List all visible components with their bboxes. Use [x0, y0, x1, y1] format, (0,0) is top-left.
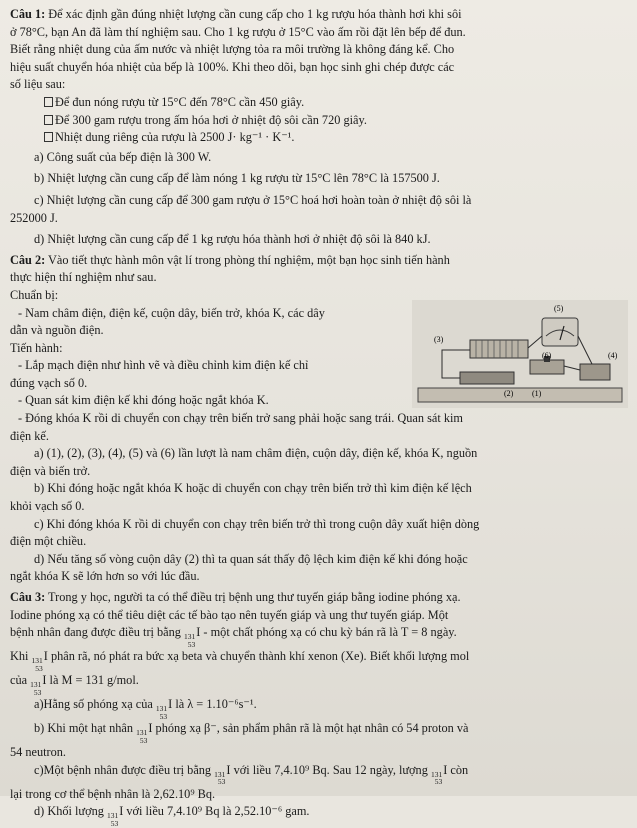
q3-option-d-post: I với liều 7,4.10⁹ Bq là 2,52.10⁻⁶ gam.	[119, 804, 310, 819]
q3-intro-line4-a: Khi	[10, 649, 32, 664]
q2-option-a: a) (1), (2), (3), (4), (5) và (6) lần lượt là nam châm điện, cuộn dây, điện kế, khóa K, nguồn	[34, 446, 478, 461]
iodine-isotope: 131 53	[155, 704, 168, 721]
q1-option-c: c) Nhiệt lượng cần cung cấp để 300 gam rượu ở 15°C hoá hơi hoàn toàn ở nhiệt độ sôi là	[34, 192, 472, 207]
electromagnet	[460, 372, 514, 384]
q1-data-3	[10, 129, 627, 147]
q3-intro-line3-b: I - một chất phóng xạ có chu kỳ bán rã là T = 8 ngày.	[196, 625, 457, 640]
q2-option-c: c) Khi đóng khóa K rồi di chuyển con chạy trên biến trở thì trong cuộn dây xuất hiện dòng	[34, 516, 480, 531]
iodine-isotope: 131 53	[430, 769, 443, 787]
q1-intro-text: Để xác định gần đúng nhiệt lượng cần cung cấp cho 1 kg rượu hóa thành hơi khi sôi	[45, 7, 462, 21]
q3-option-b	[10, 720, 627, 744]
iodine-isotope: 131 53	[106, 811, 119, 828]
q2-option-b: b) Khi đóng hoặc ngắt khóa K hoặc di chuyển con chạy trên biến trở thì kim điện kế lệch	[34, 481, 472, 496]
q1-option-c-cont: 252000 J.	[10, 210, 58, 225]
label-1: (1)	[532, 389, 542, 398]
coil	[470, 340, 528, 358]
q1-intro-line5: số liệu sau:	[10, 77, 66, 92]
q3-intro-line1	[10, 589, 627, 607]
q2-step2: - Quan sát kim điện kế khi đóng hoặc ngắt khóa K.	[18, 393, 269, 408]
checkbox-icon	[44, 115, 53, 125]
q1-intro-line1	[10, 6, 627, 24]
q3-option-d	[10, 803, 627, 827]
q2-prep-title: Chuẩn bị:	[10, 287, 59, 302]
power-source	[580, 364, 610, 380]
q3-option-c-end: I còn	[443, 762, 469, 777]
q3-option-a-post: I là λ = 1.10⁻⁶s⁻¹.	[168, 697, 257, 712]
q2-option-d: d) Nếu tăng số vòng cuộn dây (2) thì ta quan sát thấy độ lệch kim điện kế khi đóng hoặc	[34, 551, 468, 566]
label-5: (5)	[554, 304, 564, 313]
board-base	[418, 388, 622, 402]
q2-option-b-cont: khỏi vạch số 0.	[10, 499, 85, 514]
q2-intro-line1	[10, 252, 627, 270]
label-4: (4)	[608, 351, 618, 360]
q2-option-d-cont: ngắt khóa K sẽ lớn hơn so với lúc đầu.	[10, 569, 200, 584]
q2-intro-line2: thực hiện thí nghiệm như sau.	[10, 270, 157, 285]
rheostat	[530, 360, 564, 374]
q2-intro-text: Vào tiết thực hành môn vật lí trong phòng thí nghiệm, một bạn học sinh tiến hành	[45, 252, 450, 267]
iodine-isotope: 131 53	[31, 656, 43, 673]
q3-intro-text: Trong y học, người ta có thể điều trị bệnh ung thư tuyến giáp bằng iodine phóng xạ.	[45, 590, 461, 604]
label-2: (2)	[504, 389, 514, 398]
q2-option-a-cont: điện và biến trở.	[10, 463, 91, 478]
q1-intro-line3: Biết rằng nhiệt dung của ấm nước và nhiệt lượng tỏa ra môi trường là không đáng kể. Cho	[10, 42, 455, 57]
q2-prep-line1: - Nam châm điện, điện kế, cuộn dây, biến trở, khóa K, các dây	[18, 305, 325, 320]
q1-intro-line4: hiệu suất chuyển hóa nhiệt của bếp là 100%. Khi theo dõi, bạn học sinh ghi chép được các	[10, 59, 455, 74]
q3-option-c-cont: lại trong cơ thể bệnh nhân là 2,62.10⁹ Bq.	[10, 786, 216, 801]
q3-heading: Câu 3:	[10, 590, 46, 604]
q3-option-c-post: I với liều 7,4.10⁹ Bq. Sau 12 ngày, lượng	[226, 762, 431, 777]
q2-step1: - Lắp mạch điện như hình vẽ và điều chỉnh kim điện kế chỉ	[18, 358, 309, 373]
galvanometer-body	[542, 318, 578, 346]
q3-option-b-cont: 54 neutron.	[10, 745, 67, 760]
q2-prep-line2: dẫn và nguồn điện.	[10, 323, 104, 338]
circuit-diagram	[412, 300, 628, 408]
q1-data-1	[10, 94, 627, 112]
q3-intro-line4-b: I phân rã, nó phát ra bức xạ beta và chuyển thành khí xenon (Xe). Biết khối lượng mol	[43, 649, 470, 664]
q3-intro-line5-b: I là M = 131 g/mol.	[42, 673, 139, 688]
q2-step3: - Đóng khóa K rồi di chuyển con chạy trên biến trở sang phải hoặc sang trái. Quan sát kim	[18, 411, 463, 426]
q1-data-1-text: Để đun nóng rượu từ 15°C đến 78°C cần 450 giây.	[55, 94, 305, 109]
q1-option-a: a) Công suất của bếp điện là 300 W.	[34, 149, 212, 164]
iodine-isotope: 131 53	[214, 769, 226, 787]
q3-intro-line3-a: bệnh nhân đang được điều trị bằng	[10, 625, 185, 640]
iodine-isotope: 131 53	[184, 632, 196, 649]
q1-option-d: d) Nhiệt lượng cần cung cấp để 1 kg rượu hóa thành hơi ở nhiệt độ sôi là 840 kJ.	[34, 232, 431, 247]
q2-step3-cont: điện kế.	[10, 428, 49, 443]
q3-option-b-post: I phóng xạ β⁻, sản phẩm phân rã là một hạt nhân có 54 proton và	[148, 721, 469, 736]
q3-intro-line5	[10, 672, 627, 696]
q3-intro-line3	[10, 624, 627, 648]
q1-heading: Câu 1:	[10, 7, 46, 21]
q1-data-2	[10, 112, 627, 130]
q1-data-3-text: Nhiệt dung riêng của rượu là 2500 J· kg⁻¹ · K⁻¹.	[55, 130, 295, 145]
q2-steps-title: Tiến hành:	[10, 340, 63, 355]
q3-intro-line5-a: của	[10, 673, 31, 688]
q3-option-c-pre: c)Một bệnh nhân được điều trị bằng	[34, 762, 215, 777]
iodine-isotope: 131 53	[136, 728, 148, 745]
q2-option-c-cont: điện một chiều.	[10, 534, 87, 549]
label-3: (3)	[434, 335, 444, 344]
checkbox-icon	[44, 97, 53, 107]
checkbox-icon	[44, 132, 53, 142]
q3-option-c	[10, 762, 627, 786]
q1-data-2-text: Để 300 gam rượu trong ấm hóa hơi ở nhiệt độ sôi cần 720 giây.	[55, 112, 367, 127]
q3-option-a	[10, 696, 627, 720]
q3-option-a-pre: a)Hằng số phóng xạ của	[34, 697, 156, 712]
q3-intro-line4	[10, 648, 627, 672]
iodine-isotope: 131 53	[30, 680, 42, 697]
question-1	[10, 6, 627, 249]
circuit-figure	[412, 300, 628, 408]
q2-heading: Câu 2:	[10, 252, 46, 267]
q3-option-d-pre: d) Khối lượng	[34, 804, 107, 819]
q1-option-b: b) Nhiệt lượng cần cung cấp để làm nóng 1 kg rượu từ 15°C lên 78°C là 157500 J.	[34, 171, 440, 186]
question-3	[10, 589, 627, 827]
q3-option-b-pre: b) Khi một hạt nhân	[34, 721, 137, 736]
q1-intro-line2: ở 78°C, bạn An đã làm thí nghiệm sau. Cho 1 kg rượu ở 15°C vào ấm rồi đặt lên bếp để đun.	[10, 24, 466, 39]
label-6: (6)	[542, 351, 552, 360]
q3-intro-line2: Iodine phóng xạ có thể tiêu diệt các tế bào tạo nên tuyến giáp và ung thư tuyến giáp. Một	[10, 607, 449, 622]
q2-step1-cont: đúng vạch số 0.	[10, 375, 88, 390]
